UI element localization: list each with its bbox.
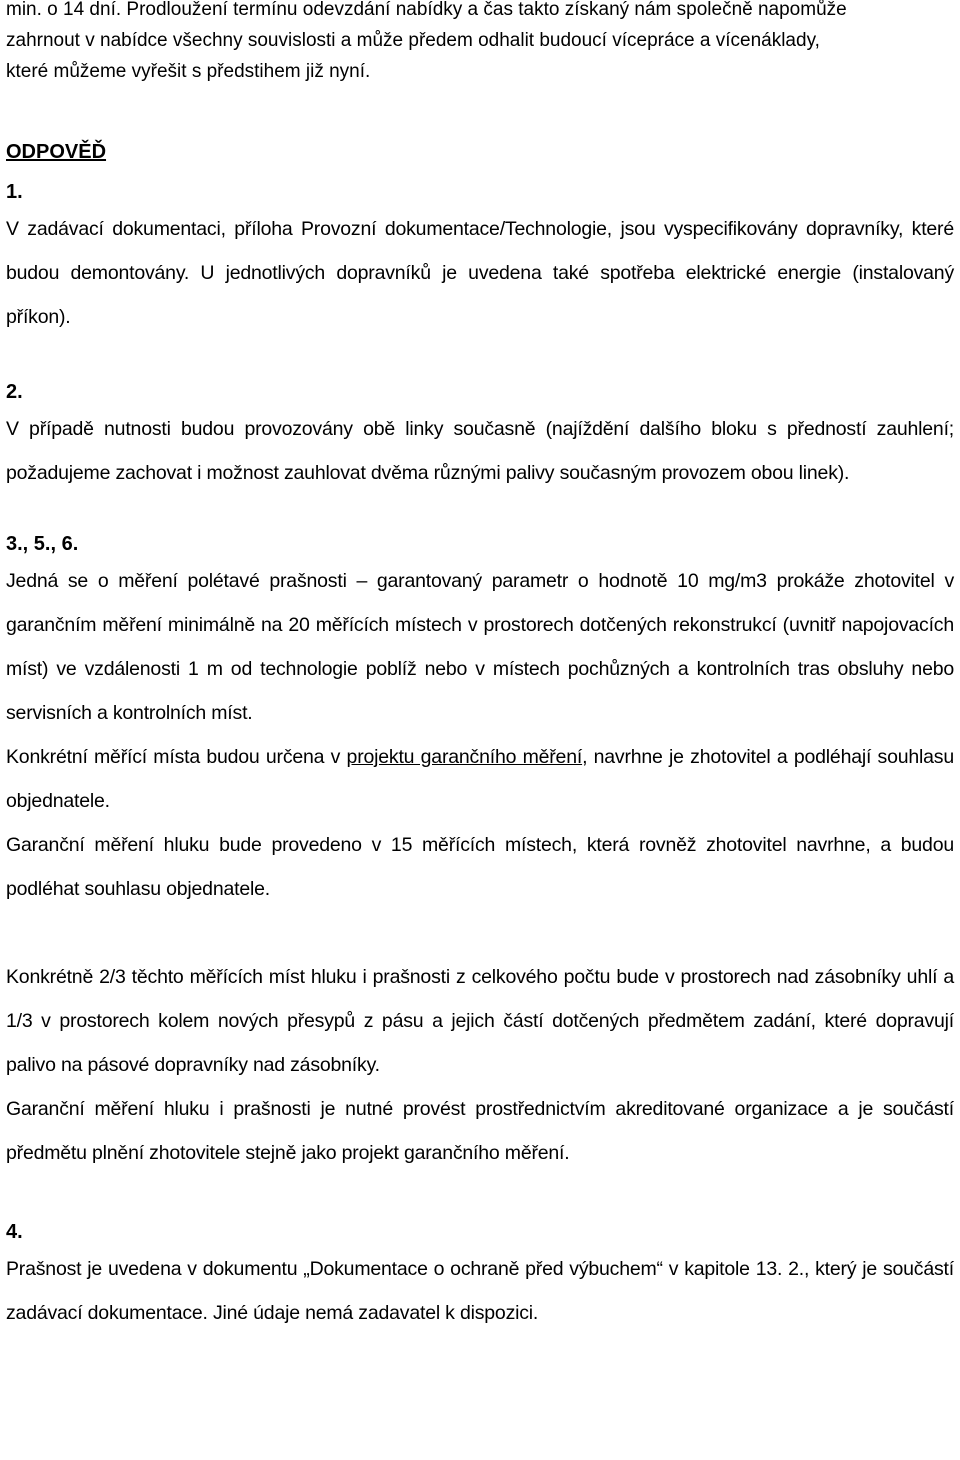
item-number-3-5-6: 3., 5., 6. xyxy=(6,533,79,555)
item-number-2: 2. xyxy=(6,381,23,403)
answer-paragraph-4: Prašnost je uvedena v dokumentu „Dokumentace o ochraně před výbuchem“ v kapitole 13. 2., který je součástí zadávací dokumentace. Jiné údaje nemá zadavatel k dispozici. xyxy=(6,1258,954,1324)
item-number-4: 4. xyxy=(6,1221,23,1243)
item-number-1: 1. xyxy=(6,181,23,203)
intro-paragraph xyxy=(6,0,954,87)
answer-paragraph-3b xyxy=(6,735,954,823)
answer-paragraph-2: V případě nutnosti budou provozovány obě linky současně (najíždění dalšího bloku s předností zauhlení; požadujeme zachovat i možnost zauhlovat dvěma různými palivy současným provozem obou linek). xyxy=(6,418,954,484)
intro-line-3: které můžeme vyřešit s předstihem již nyní. xyxy=(6,61,371,82)
answer-paragraph-3b-pre: Konkrétní měřící místa budou určena v xyxy=(6,746,347,768)
intro-line-1: min. o 14 dní. Prodloužení termínu odevzdání nabídky a čas takto získaný nám společně napomůže xyxy=(6,0,847,20)
answer-paragraph-3c: Garanční měření hluku bude provedeno v 15 měřících místech, která rovněž zhotovitel navrhne, a budou podléhat souhlasu objednatele. xyxy=(6,834,954,900)
intro-line-2: zahrnout v nabídce všechny souvislosti a může předem odhalit budoucí vícepráce a vícenáklady, xyxy=(6,30,820,51)
answer-paragraph-3d: Konkrétně 2/3 těchto měřících míst hluku i prašnosti z celkového počtu bude v prostorech nad zásobníky uhlí a 1/3 v prostorech kolem nových přesypů z pásu a jejich částí dotčených předmětem zadání, které dopravují palivo na pásové dopravníky nad zásobníky. xyxy=(6,966,954,1076)
answer-heading: ODPOVĚĎ xyxy=(6,141,107,163)
answer-paragraph-3b-post: , navrhne je zhotovitel a podléhají souhlasu objednatele. xyxy=(6,746,955,812)
answer-paragraph-3e: Garanční měření hluku i prašnosti je nutné provést prostřednictvím akreditované organizace a je součástí předmětu plnění zhotovitele stejně jako projekt garančního měření. xyxy=(6,1098,954,1164)
project-link: projektu garančního měření xyxy=(346,746,583,768)
answer-paragraph-3a: Jedná se o měření polétavé prašnosti – garantovaný parametr o hodnotě 10 mg/m3 prokáže zhotovitel v garančním měření minimálně na 20 měřících místech v prostorech dotčených rekonstrukcí (uvnitř napojovacích míst) ve vzdálenosti 1 m od technologie poblíž nebo v místech pochůzných a kontrolních tras obsluhy nebo servisních a kontrolních míst. xyxy=(6,570,954,724)
answer-paragraph-1: V zadávací dokumentaci, příloha Provozní dokumentace/Technologie, jsou vyspecifikovány dopravníky, které budou demontovány. U jednotlivých dopravníků je uvedena také spotřeba elektrické energie (instalovaný příkon). xyxy=(6,218,954,328)
spacer xyxy=(6,911,954,955)
